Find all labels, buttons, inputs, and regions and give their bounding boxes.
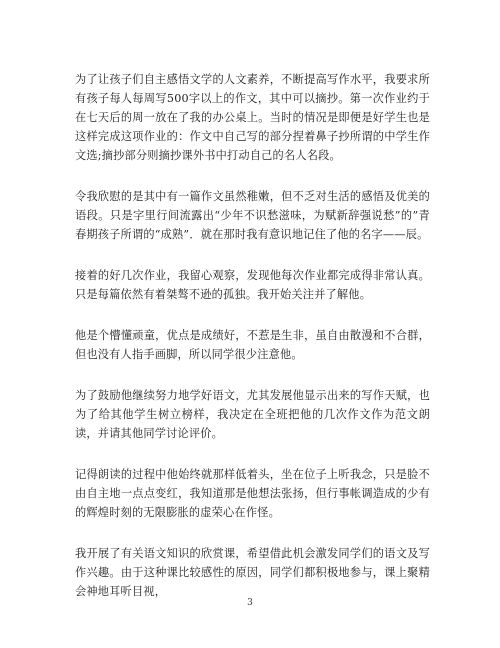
paragraph-6: 记得朗读的过程中他始终就那样低着头，坐在位子上听我念，只是脸不由自主地一点点变红，我知道那是他想法张扬，但行事帐调造成的少有的辉煌时刻的无限膨胀的虚荣心在作怪。 (75, 468, 430, 519)
paragraph-5: 为了鼓励他继续努力地学好语文，尤其发展他显示出来的写作天赋，也为了给其他学生树立榜样，我决定在全班把他的几次作文作为范文朗读，并请其他同学讨论评价。 (75, 389, 430, 440)
paragraph-2: 令我欣慰的是其中有一篇作文虽然稚嫩，但不乏对生活的感悟及优美的语段。只是字里行间流露出“少年不识愁滋味，为赋新辞强说愁”的”青春期孩子所谓的“成熟”．就在那时我有意识地记住了他的名字——辰。 (75, 190, 430, 241)
page-body (75, 70, 430, 623)
paragraph-7: 我开展了有关语文知识的欣赏课，希望借此机会激发同学们的语文及写作兴趣。由于这种课比较感性的原因，同学们都积极地参与，课上聚精会神地耳听目视， (75, 547, 430, 598)
paragraph-3: 接着的好几次作业，我留心观察，发现他每次作业都完成得非常认真。只是每篇依然有着桀骜不逊的孤独。我开始关注并了解他。 (75, 269, 430, 301)
paragraph-4: 他是个懵懂顽童，优点是成绩好，不惹是生非，虽自由散漫和不合群，但也没有人指手画脚，所以同学很少注意他。 (75, 329, 430, 361)
paragraph-1: 为了让孩子们自主感悟文学的人文素养，不断提高写作水平，我要求所有孩子每人每周写500字以上的作文，其中可以摘抄。第一次作业约于在七天后的周一放在了我的办公桌上。当时的情况是即便是好学生也是这样完成这项作业的：作文中自己写的部分捏着鼻子抄所谓的中学生作文选;摘抄部分则摘抄课外书中打动自己的名人名段。 (75, 73, 430, 162)
page-number: 3 (247, 598, 253, 608)
